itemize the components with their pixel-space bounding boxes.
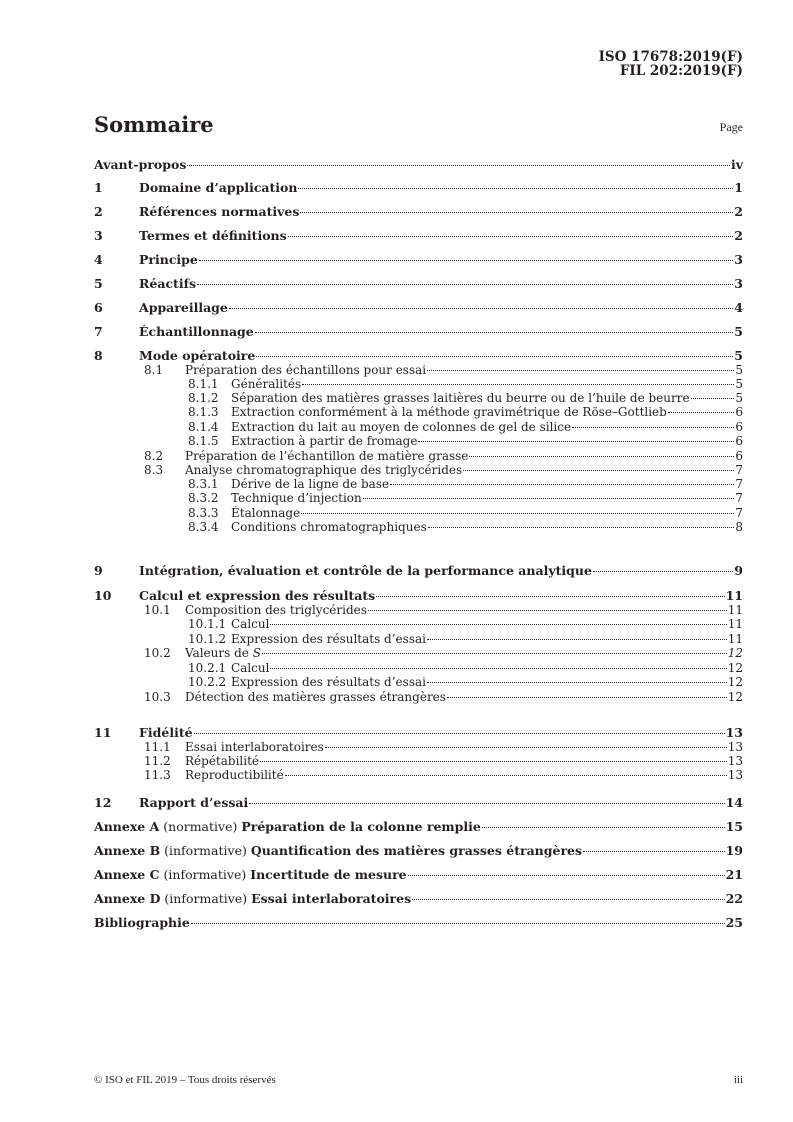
toc-entry-number: 4 [94,252,103,267]
toc-entry-title: Termes et définitions [139,228,287,243]
toc-entry-page: iv [730,157,743,172]
annex-status: (informative) [160,843,251,858]
toc-entry-number: 10.2.2 [188,675,227,689]
toc-entry-number: 2 [94,204,103,219]
toc-entry-page: 5 [734,324,743,339]
toc-entry[interactable] [94,348,743,363]
toc-entry[interactable] [94,646,743,661]
toc-entry[interactable] [94,632,743,647]
annex-status: (informative) [160,891,252,906]
toc-entry[interactable] [94,391,743,406]
toc-entry-number: 8.1.4 [188,420,219,434]
dot-leader [298,188,733,189]
toc-entry[interactable] [94,276,743,291]
annex-label: Annexe C [94,867,160,882]
toc-entry-page: 11 [725,588,743,603]
toc-annex-entry[interactable] [94,819,743,834]
toc-entry[interactable] [94,204,743,219]
toc-entry-title [94,891,411,906]
dot-leader [427,370,734,371]
toc-entry-page: 6 [735,449,743,463]
toc-entry-page: 14 [725,795,743,810]
toc-entry-title-text: Valeurs de [185,646,253,660]
page-title: Sommaire [94,112,214,137]
annex-title: Préparation de la colonne remplie [241,819,481,834]
toc-entry-page: 6 [735,405,743,419]
dot-leader [325,747,727,748]
dot-leader [572,427,734,428]
toc-entry-page: 7 [735,477,743,491]
dot-leader [270,668,726,669]
dot-leader [427,639,727,640]
toc-entry-page: 13 [725,725,743,740]
toc-entry[interactable] [94,477,743,492]
toc-entry[interactable] [94,603,743,618]
header-fil-ref: FIL 202:2019(F) [619,63,743,79]
toc-entry-title: Mode opératoire [139,348,256,363]
toc-entry-page: 21 [725,867,743,882]
dot-leader [408,875,725,876]
dot-leader [583,851,725,852]
toc-entry-title: Préparation de l’échantillon de matière grasse [185,449,469,463]
toc-entry[interactable] [94,795,743,810]
copyright-footer: © ISO et FIL 2019 – Tous droits réservés [94,1074,276,1086]
toc-entry-title: Échantillonnage [139,324,254,339]
toc-entry-page: 6 [735,420,743,434]
toc-entry-title: Expression des résultats d’essai [231,675,426,689]
page-number: iii [733,1074,743,1086]
toc-entry-number: 8.2 [144,449,164,463]
toc-entry[interactable] [94,520,743,535]
dot-leader [256,356,733,357]
toc-entry[interactable] [94,157,743,172]
dot-leader [262,653,727,654]
toc-entry[interactable] [94,661,743,676]
toc-entry-page: 4 [734,300,743,315]
toc-entry-title: Avant-propos [94,157,187,172]
toc-entry-page: 12 [727,646,743,660]
toc-entry-number: 8.3.4 [188,520,219,534]
toc-entry-title [94,843,582,858]
dot-leader [668,412,735,413]
toc-entry-title: Extraction du lait au moyen de colonnes de gel de silice [231,420,572,434]
dot-leader [194,733,725,734]
toc-entry-page: 5 [734,348,743,363]
toc-entry[interactable] [94,617,743,632]
toc-entry-title: Extraction à partir de fromage [231,434,418,448]
toc-entry-title: Domaine d’application [139,180,298,195]
toc-entry-page: 7 [735,506,743,520]
toc-entry[interactable] [94,420,743,435]
toc-entry[interactable] [94,324,743,339]
toc-entry[interactable] [94,768,743,783]
dot-leader [469,456,734,457]
dot-leader [249,803,724,804]
toc-entry-page: 7 [735,463,743,477]
toc-entry-title: Extraction conformément à la méthode gravimétrique de Röse–Gottlieb [231,405,667,419]
toc-entry-number: 12 [94,795,112,810]
annex-label: Annexe A [94,819,160,834]
toc-entry-number: 11.1 [144,740,171,754]
dot-leader [691,398,735,399]
toc-entry-title: Préparation des échantillons pour essai [185,363,427,377]
toc-entry-page: 1 [734,180,743,195]
dot-leader [412,899,724,900]
toc-entry-page: 12 [727,675,743,689]
toc-annex-entry[interactable] [94,867,743,882]
toc-entry[interactable] [94,449,743,464]
toc-entry-title: Calcul et expression des résultats [139,588,376,603]
toc-entry-title: Calcul [231,617,270,631]
toc-entry-number: 10.1 [144,603,171,617]
toc-entry-number: 7 [94,324,103,339]
toc-annex-entry[interactable] [94,843,743,858]
toc-entry-title: Calcul [231,661,270,675]
toc-entry-number: 5 [94,276,103,291]
toc-entry-page: 11 [727,603,743,617]
toc-entry-page: 5 [735,391,743,405]
toc-entry-page: 3 [734,276,743,291]
toc-entry-page: 2 [734,228,743,243]
dot-leader [390,484,734,485]
header-iso-ref: ISO 17678:2019(F) [598,49,743,65]
annex-status: (normative) [159,819,242,834]
toc-entry[interactable] [94,463,743,478]
annex-status: (informative) [159,867,251,882]
toc-entry-page: 19 [725,843,743,858]
toc-entry-title: Technique d’injection [231,491,362,505]
annex-title: Quantification des matières grasses étrangères [250,843,583,858]
toc-entry-number: 3 [94,228,103,243]
toc-entry[interactable] [94,491,743,506]
page-column-label: Page [719,120,743,134]
dot-leader [376,596,724,597]
toc-entry-title: Détection des matières grasses étrangères [185,690,446,704]
dot-leader [301,513,734,514]
toc-annex-entry[interactable] [94,891,743,906]
toc-entry[interactable] [94,690,743,705]
toc-entry-title: Reproductibilité [185,768,284,782]
dot-leader [482,827,725,828]
toc-entry-number: 11.2 [144,754,171,768]
toc-entry[interactable] [94,405,743,420]
toc-entry-number: 8.1.1 [188,377,219,391]
toc-entry-title-variable: S [252,646,261,660]
dot-leader [199,260,733,261]
toc-entry-number: 8.1.2 [188,391,219,405]
toc-entry[interactable] [94,754,743,769]
dot-leader [285,775,727,776]
toc-entry[interactable] [94,300,743,315]
toc-entry[interactable] [94,915,743,930]
toc-entry[interactable] [94,740,743,755]
dot-leader [368,610,727,611]
toc-entry-number: 8.3.1 [188,477,219,491]
toc-entry-page: 6 [735,434,743,448]
toc-entry-page: 22 [725,891,743,906]
toc-entry-number: 11 [94,725,112,740]
toc-entry[interactable] [94,675,743,690]
toc-entry-title: Expression des résultats d’essai [231,632,426,646]
toc-entry-page: 13 [727,754,743,768]
dot-leader [363,498,735,499]
toc-entry-number: 10.2.1 [188,661,227,675]
toc-entry-title: Répétabilité [185,754,260,768]
toc-entry-title: Intégration, évaluation et contrôle de la performance analytique [139,563,592,578]
toc-entry-page: 15 [725,819,743,834]
toc-entry[interactable] [94,506,743,521]
dot-leader [191,923,725,924]
toc-entry[interactable] [94,563,743,578]
toc-entry-number: 8.1.5 [188,434,219,448]
table-of-contents [94,0,743,1122]
toc-entry-title: Composition des triglycérides [185,603,367,617]
toc-entry[interactable] [94,377,743,392]
dot-leader [187,165,730,166]
toc-entry-number: 11.3 [144,768,171,782]
toc-entry-title [94,867,407,882]
dot-leader [427,682,727,683]
dot-leader [270,624,726,625]
toc-entry-page: 9 [734,563,743,578]
toc-entry-number: 8.1 [144,363,164,377]
toc-entry-page: 11 [727,617,743,631]
toc-entry-number: 1 [94,180,103,195]
toc-entry-title: Fidélité [139,725,193,740]
toc-entry-page: 8 [735,520,743,534]
annex-label: Annexe B [94,843,161,858]
toc-entry[interactable] [94,252,743,267]
toc-entry-page: 13 [727,740,743,754]
dot-leader [428,527,735,528]
annex-label: Annexe D [94,891,161,906]
toc-entry-number: 8.3.3 [188,506,219,520]
dot-leader [288,236,734,237]
toc-entry-title [185,646,261,661]
dot-leader [300,212,733,213]
toc-entry-page: 3 [734,252,743,267]
toc-entry-number: 8.3 [144,463,164,477]
toc-entry[interactable] [94,363,743,378]
toc-entry-title: Références normatives [139,204,300,219]
toc-entry-title [94,819,481,834]
annex-title: Incertitude de mesure [250,867,407,882]
toc-entry-title: Étalonnage [231,506,301,520]
toc-entry-page: 5 [735,363,743,377]
dot-leader [260,761,727,762]
toc-entry-title: Dérive de la ligne de base [231,477,390,491]
toc-entry[interactable] [94,180,743,195]
toc-entry-page: 7 [735,491,743,505]
dot-leader [302,384,734,385]
toc-entry-title: Essai interlaboratoires [185,740,324,754]
toc-entry-number: 6 [94,300,103,315]
toc-entry-title: Conditions chromatographiques [231,520,427,534]
annex-title: Essai interlaboratoires [251,891,412,906]
toc-entry-title: Séparation des matières grasses laitières du beurre ou de l’huile de beurre [231,391,690,405]
toc-entry-number: 10.2 [144,646,171,660]
dot-leader [418,441,734,442]
dot-leader [197,284,733,285]
toc-entry-page: 12 [727,690,743,704]
dot-leader [463,470,734,471]
toc-entry[interactable] [94,588,743,603]
dot-leader [447,697,727,698]
dot-leader [229,308,733,309]
toc-entry-page: 25 [725,915,743,930]
toc-entry-page: 2 [734,204,743,219]
toc-entry-title: Réactifs [139,276,196,291]
toc-entry-number: 8.1.3 [188,405,219,419]
toc-entry-number: 10.1.2 [188,632,227,646]
toc-entry-number: 10 [94,588,112,603]
toc-entry-title: Analyse chromatographique des triglycérides [185,463,463,477]
toc-entry-number: 9 [94,563,103,578]
toc-entry-number: 10.3 [144,690,171,704]
toc-entry-number: 8 [94,348,103,363]
toc-entry[interactable] [94,434,743,449]
toc-entry-title: Principe [139,252,198,267]
toc-entry-title: Rapport d’essai [139,795,249,810]
toc-entry[interactable] [94,725,743,740]
toc-entry-page: 12 [727,661,743,675]
toc-entry-title: Appareillage [139,300,228,315]
toc-entry-page: 11 [727,632,743,646]
toc-entry-title: Généralités [231,377,302,391]
toc-entry-page: 5 [735,377,743,391]
toc-entry-page: 13 [727,768,743,782]
dot-leader [593,571,733,572]
dot-leader [255,332,734,333]
toc-entry-number: 10.1.1 [188,617,227,631]
toc-entry-number: 8.3.2 [188,491,219,505]
toc-entry[interactable] [94,228,743,243]
toc-entry-title: Bibliographie [94,915,190,930]
